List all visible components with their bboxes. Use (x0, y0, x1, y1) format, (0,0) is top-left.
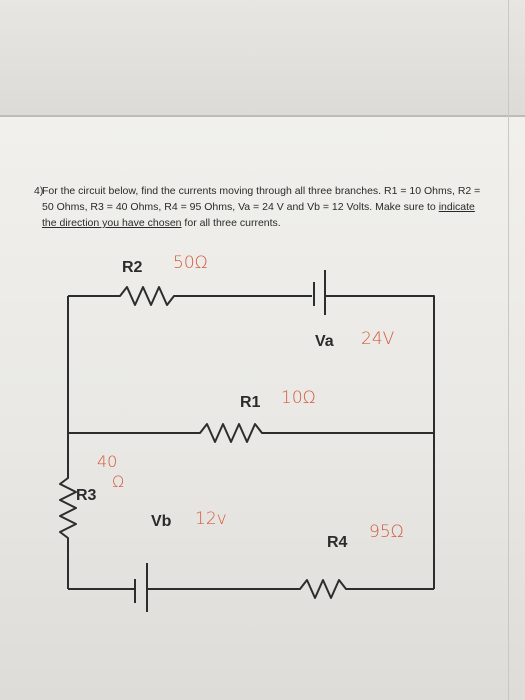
label-vb: Vb (151, 513, 172, 530)
handwritten-r1-value: 10Ω (281, 388, 316, 408)
handwritten-vb-value: 12v (195, 509, 227, 529)
handwritten-r4-value: 95Ω (369, 522, 404, 542)
handwritten-r2-value: 50Ω (173, 253, 208, 273)
label-r2: R2 (122, 259, 143, 276)
top-right-wire (325, 296, 434, 433)
top-wire (68, 287, 312, 305)
handwritten-va-value: 24V (361, 329, 395, 349)
question-number: 4) (34, 185, 44, 197)
label-r3: R3 (76, 487, 97, 504)
label-va: Va (315, 333, 334, 350)
r3-resistor (60, 433, 76, 589)
handwritten-r3-value: 40 (97, 452, 118, 471)
question-body: For the circuit below, find the currents moving through all three branches. R1 = 10 Ohms, R2 = 50 Ohms, R3 = 40 Ohms, R4 = 95 Ohms, Va = 24 V and Vb = 12 Volts. Make sure to (42, 185, 481, 213)
question-end: for all three currents. (181, 217, 281, 229)
label-r1: R1 (240, 394, 261, 411)
question-emphasis: indicate the direction you have chosen (42, 201, 475, 229)
handwritten-r3-unit: Ω (112, 472, 125, 491)
label-r4: R4 (327, 534, 348, 551)
middle-wire (68, 424, 434, 442)
bottom-wire (147, 580, 434, 598)
